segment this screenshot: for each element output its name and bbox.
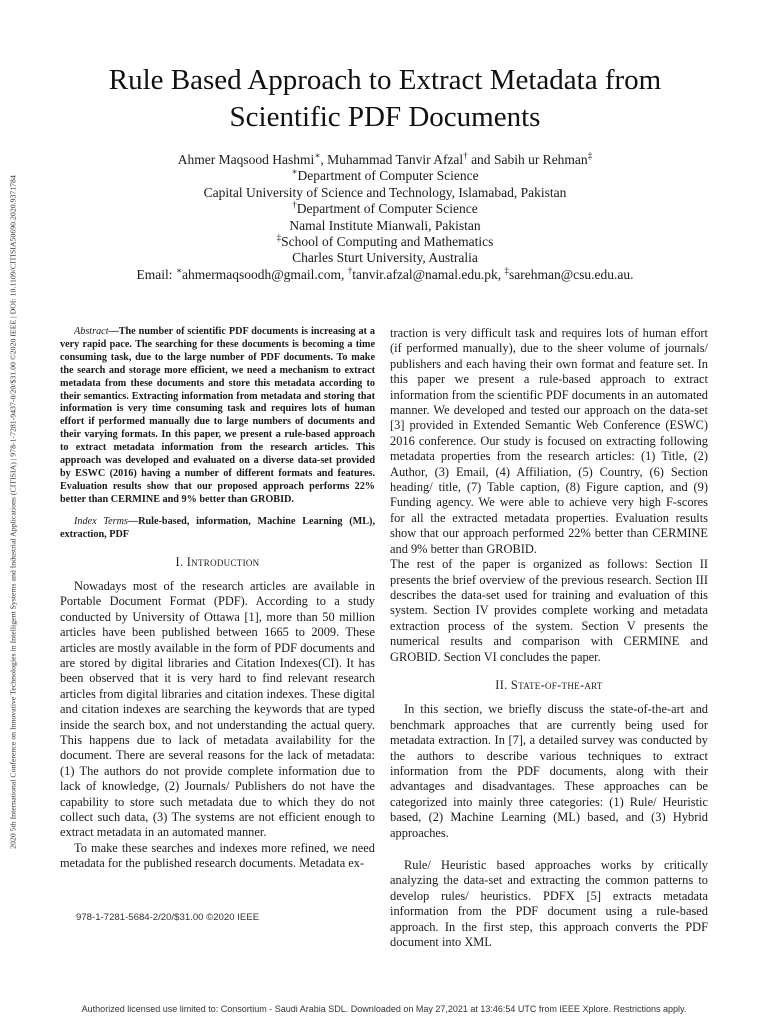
right-column [390,326,708,950]
index-terms-text: —Rule-based, information, Machine Learning (ML), extraction, PDF [60,515,375,540]
section-1-title: Introduction [186,554,260,569]
email-2-mark: † [347,265,353,276]
affiliation-2-dept [60,201,710,217]
author-2-mark: † [463,150,468,161]
author-names [60,152,710,168]
section-1-paragraph-1: Nowadays most of the research articles are available in Portable Document Format (PDF). According to a study conducted by University of Ottawa [1], more than 50 million articles have been published between 1665 to 2009. These articles are mostly available in the form of PDF documents and are stored by digital libraries and Citation Indexes(CI). It has been observed that it is very hard to find relevant research articles from digital libraries and citation indexes. These digital and citation indexes are searching the keywords that are typed inside the search box, and not understanding the actual query. This happens due to lack of metadata availability for the document. There are several reasons for the lack of metadata: (1) The authors do not provide complete information due to lack of knowledge, (2) Journals/ Publishers do not have the capability to store such metadata due to which they do not collect such data, (3) The systems are not efficient enough to extract metadata in an automated manner. [60,578,375,840]
index-terms [60,516,375,542]
email-1-mark: ∗ [175,265,182,276]
section-2-paragraph-1: In this section, we briefly discuss the state-of-the-art and benchmark approaches that are currently being used for metadata extraction. In [7], a detailed survey was conducted by the authors to describe various techniques to extract information from the PDF documents, along with their advantages and disadvantages. These approaches can be categorized into mainly three categories: (1) Rule/ Heuristic based, (2) Machine Learning (ML) based, and (3) Hybrid approaches. [390,702,708,840]
author-1: Ahmer Maqsood Hashmi [177,152,315,167]
sidebar-citation [4,62,22,962]
aff-2-mark: † [292,199,297,210]
abstract-label: Abstract [74,326,109,337]
right-paragraph-1: traction is very difficult task and requires lots of human effort (if performed manually), due to the sheer volume of journals/ publishers and each having their own format and feature set. In this paper we present a rule-based approach to extract information from the scientific PDF documents in an automated manner. We developed and tested our approach on the data-set [3] provided in Extended Semantic Web Conference (ESWC) 2016 conference. Our study is focused on extracting following metadata properties from the research articles: (1) Title, (2) Author, (3) Email, (4) Affiliation, (5) Country, (6) Section heading/ title, (7) Table caption, (8) Figure caption, and (9) Funding agency. We were able to achieve very high F-scores for all the extracted metadata properties. Evaluation results show that our approach performed 22% better than CERMINE and 9% better than GROBID. [390,326,708,556]
author-2: Muhammad Tanvir Afzal [327,152,464,167]
affiliation-1-dept [60,168,710,184]
title-line-2: Scientific PDF Documents [229,101,541,133]
abstract [60,326,375,507]
left-column [60,326,375,872]
author-1-mark: ∗ [314,150,321,161]
section-2-paragraph-2: Rule/ Heuristic based approaches works by critically analyzing the data-set and extracting the common patterns to develop rules/ heuristics. PDFX [5] extracts metadata information from the PDF document using a rule-based approach. In the first step, this approach converts the PDF document into XML [390,858,708,950]
paper-title [60,62,710,136]
sidebar-citation-text: 2020 5th International Conference on Innovative Technologies in Intelligent Systems and Industrial Applications (CITISIA) | 978-1-7281-9437-0/20/$31.00 ©2020 IEEE | DOI: 10.1109/CITISIA50690.2020.9371784 [8,175,18,849]
email-2: tanvir.afzal@namal.edu.pk, [352,266,505,282]
aff-1-dept-text: Department of Computer Science [297,168,479,184]
aff-2-dept-text: Department of Computer Science [296,201,478,217]
section-1-numeral: I. [175,554,187,569]
email-3-mark: ‡ [504,265,510,276]
author-3: Sabih ur Rehman [493,152,588,167]
author-block [60,152,710,283]
author-sep-2: and [467,152,494,167]
email-label: Email: [136,266,176,282]
right-paragraph-2: The rest of the paper is organized as follows: Section II presents the brief overview of the previous research. Section III describes the data-set used for training and evaluation of this system. Section IV provides complete working and metadata extraction process of the system. Section V presents the numerical results and comparison with CERMINE and GROBID. Section VI concludes the paper. [390,557,708,664]
section-1-heading [60,555,375,570]
email-3: sarehman@csu.edu.au. [509,266,634,282]
affiliation-1-univ: Capital University of Science and Technology, Islamabad, Pakistan [203,184,567,200]
author-sep-1: , [320,152,328,167]
aff-3-dept-text: School of Computing and Mathematics [281,234,494,250]
title-line-1: Rule Based Approach to Extract Metadata from [108,64,662,96]
footer-copyright: 978-1-7281-5684-2/20/$31.00 ©2020 IEEE [76,912,260,923]
affiliation-3-dept [60,234,710,250]
aff-3-mark: ‡ [276,232,282,243]
section-1-paragraph-2: To make these searches and indexes more refined, we need metadata for the published research documents. Metadata ex- [60,840,375,871]
section-2-heading [390,678,708,693]
affiliation-2-univ: Namal Institute Mianwali, Pakistan [289,217,481,233]
abstract-text: —The number of scientific PDF documents is increasing at a very rapid pace. The searching for these documents is becoming a time consuming task, due to the large number of PDF documents. To make the search and storage more efficient, we need a mechanism to extract metadata from these documents and store this metadata according to their semantics. Extracting information from metadata and storing that information is very time consuming task and requires lots of human effort if performed manually due to large numbers of documents and their varying formats. In this paper, we present a rule-based approach to extract metadata information from the research articles. This approach was developed and evaluated on a diverse data-set provided by ESWC (2016) having a number of different formats and features. Evaluation results show that our proposed approach performs 22% better than CERMINE and 9% better than GROBID. [60,326,375,505]
section-2-title: State-of-the-art [510,677,603,692]
license-notice: Authorized licensed use limited to: Consortium - Saudi Arabia SDL. Downloaded on May 27,2021 at 13:46:54 UTC from IEEE Xplore. Restrictions apply. [81,1004,687,1014]
section-2-numeral: II. [495,677,511,692]
email-line [60,267,710,283]
author-3-mark: ‡ [587,150,593,161]
email-1: ahmermaqsoodh@gmail.com, [181,266,348,282]
aff-1-mark: ∗ [291,166,298,177]
affiliation-3-univ: Charles Sturt University, Australia [292,250,478,266]
index-terms-label: Index Terms [74,515,128,527]
